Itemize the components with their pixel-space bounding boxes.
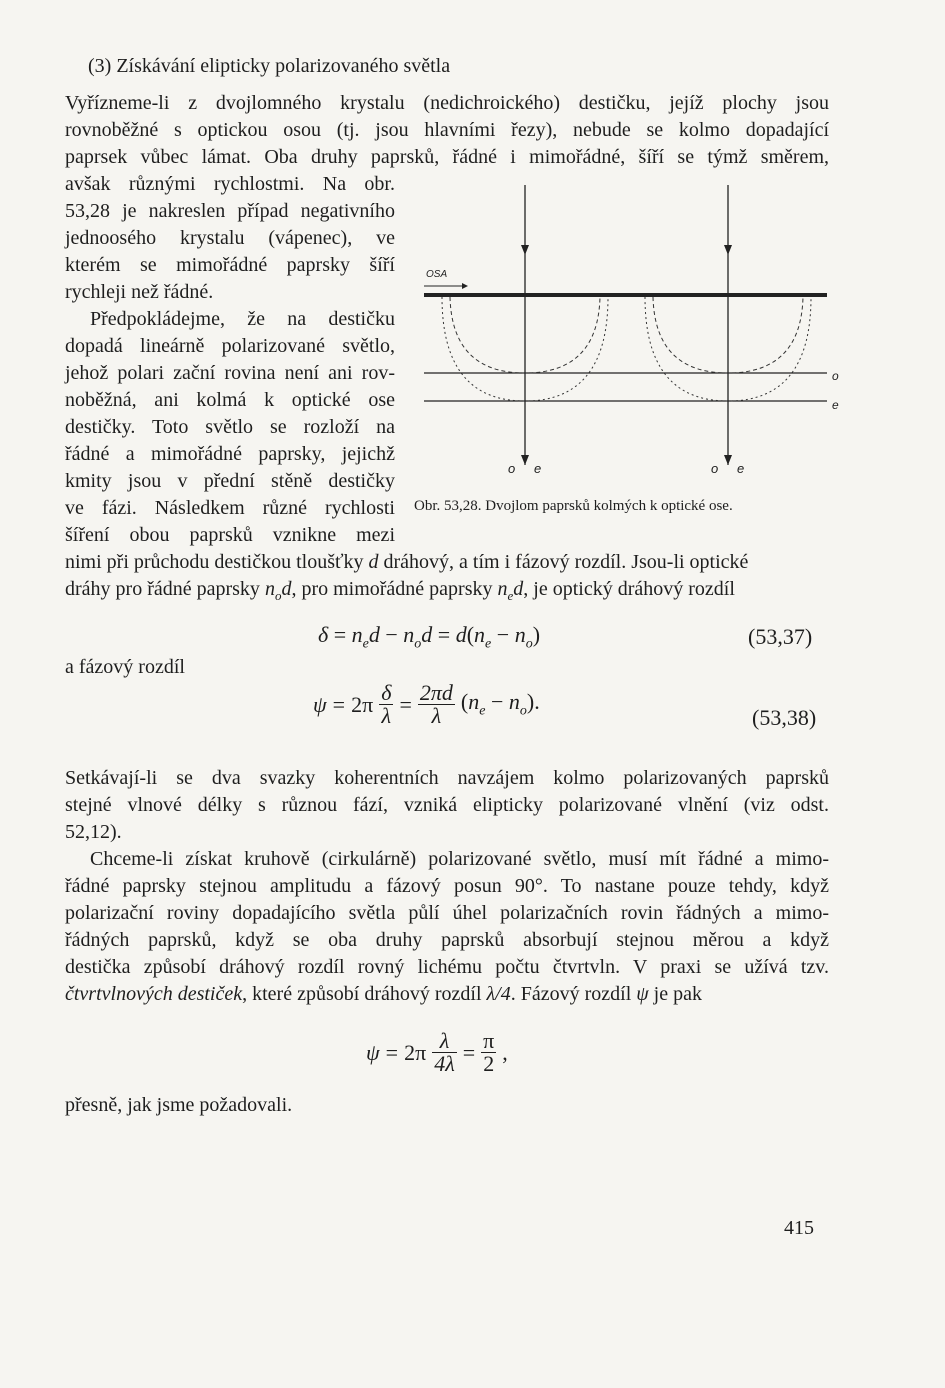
text-line: stejné vlnové délky s různou fází, vzniká elipticky polarizované vlnění (viz odst. xyxy=(65,794,829,816)
equation-number: (53,38) xyxy=(752,705,817,730)
text-line: jednoosého krystalu (vápenec), ve xyxy=(65,227,395,249)
ray-label-e-right: e xyxy=(737,461,745,476)
text-line: jehož polari zační rovina není ani rov- xyxy=(65,362,395,384)
text-line: kterém se mimořádné paprsky šíří xyxy=(65,254,395,276)
text-line: noběžná, ani kolmá k optické ose xyxy=(65,389,395,411)
section-heading: (3) Získávání elipticky polarizovaného světla xyxy=(88,55,451,77)
equation-53-38: ψ = 2π $\frac{\delta}{\lambda}$ = $\frac{2\pi d}{\lambda}$ $(n_e - n_o)$. xyxy=(313,680,540,728)
text-line: ve fázi. Následkem různé rychlosti xyxy=(65,497,395,519)
text-line: a fázový rozdíl xyxy=(65,656,185,678)
text-line: kmity jsou v přední stěně destičky xyxy=(65,470,395,492)
ray-label-e-left: e xyxy=(534,461,542,476)
ray-label-o-right: o xyxy=(711,461,719,476)
birefringence-figure xyxy=(412,183,842,488)
text-line: dráhy pro řádné paprsky $n_od$, pro mimořádné paprsky $n_ed$, je optický dráhový rozdíl xyxy=(65,578,735,603)
text-line: čtvrtvlnových destiček, které způsobí dráhový rozdíl λ/4. Fázový rozdíl ψ je pak xyxy=(65,983,702,1005)
text-line: paprsek vůbec lámat. Oba druhy paprsků, řádné i mimořádné, šíří se týmž směrem, xyxy=(65,146,829,168)
text-line: dopadá lineárně polarizované světlo, xyxy=(65,335,395,357)
text-line: Předpokládejme, že na destičku xyxy=(90,308,395,330)
text-line: Vyřízneme-li z dvojlomného krystalu (nedichroického) destičku, jejíž plochy jsou xyxy=(65,92,829,114)
text-line: 53,28 je nakreslen případ negativního xyxy=(65,200,395,222)
ray-arrow-right-icon xyxy=(724,245,732,255)
wavefront-label-e: e xyxy=(832,398,839,412)
figure-caption: Obr. 53,28. Dvojlom paprsků kolmých k optické ose. xyxy=(414,498,733,514)
ray-label-o-left: o xyxy=(508,461,516,476)
text-line: řádné paprsky stejnou amplitudu a fázový posun 90°. To nastane pouze tehdy, když xyxy=(65,875,829,897)
text-line: rovnoběžné s optickou osou (tj. jsou hlavními řezy), nebude se kolmo dopadající xyxy=(65,119,829,141)
text-line: destička způsobí dráhový rozdíl rovný lichému počtu čtvrtvln. V praxi se užívá tzv. xyxy=(65,956,829,978)
axis-label: OSA xyxy=(426,269,448,280)
text-line: přesně, jak jsme požadovali. xyxy=(65,1094,293,1116)
equation-number: (53,37) xyxy=(748,624,813,649)
text-line: avšak různými rychlostmi. Na obr. xyxy=(65,173,395,195)
text-line: 52,12). xyxy=(65,821,122,843)
text-line: řádných paprsků, když se oba druhy paprsků absorbují stejnou měrou a když xyxy=(65,929,829,951)
text-line: nimi při průchodu destičkou tloušťky d dráhový, a tím i fázový rozdíl. Jsou-li optické xyxy=(65,551,749,573)
text-line: polarizační roviny dopadajícího světla půlí úhel polarizačních rovin řádných a mimo- xyxy=(65,902,829,924)
text-line: destičky. Toto světlo se rozloží na xyxy=(65,416,395,438)
text-line: Chceme-li získat kruhově (cirkulárně) polarizované světlo, musí mít řádné a mimo- xyxy=(90,848,829,870)
equation-53-37: $\delta = n_ed - n_od = d(n_e - n_o)$ xyxy=(318,622,541,652)
wavefront-label-o: o xyxy=(832,369,839,383)
optic-axis-arrowhead-icon xyxy=(462,283,468,289)
ray-arrow-left-icon xyxy=(521,245,529,255)
text-line: rychleji než řádné. xyxy=(65,281,214,303)
transmitted-arrow-right-icon xyxy=(724,455,732,465)
text-line: šíření obou paprsků vznikne mezi xyxy=(65,524,395,546)
text-line: Setkávají-li se dva svazky koherentních navzájem kolmo polarizovaných paprsků xyxy=(65,767,829,789)
equation-quarter-wave: ψ = 2π $\frac{\lambda}{4\lambda}$ = $\frac{\pi}{2}$ , xyxy=(366,1028,508,1076)
page-number: 415 xyxy=(784,1217,814,1239)
text-line: řádné a mimořádné paprsky, jejichž xyxy=(65,443,395,465)
transmitted-arrow-left-icon xyxy=(521,455,529,465)
